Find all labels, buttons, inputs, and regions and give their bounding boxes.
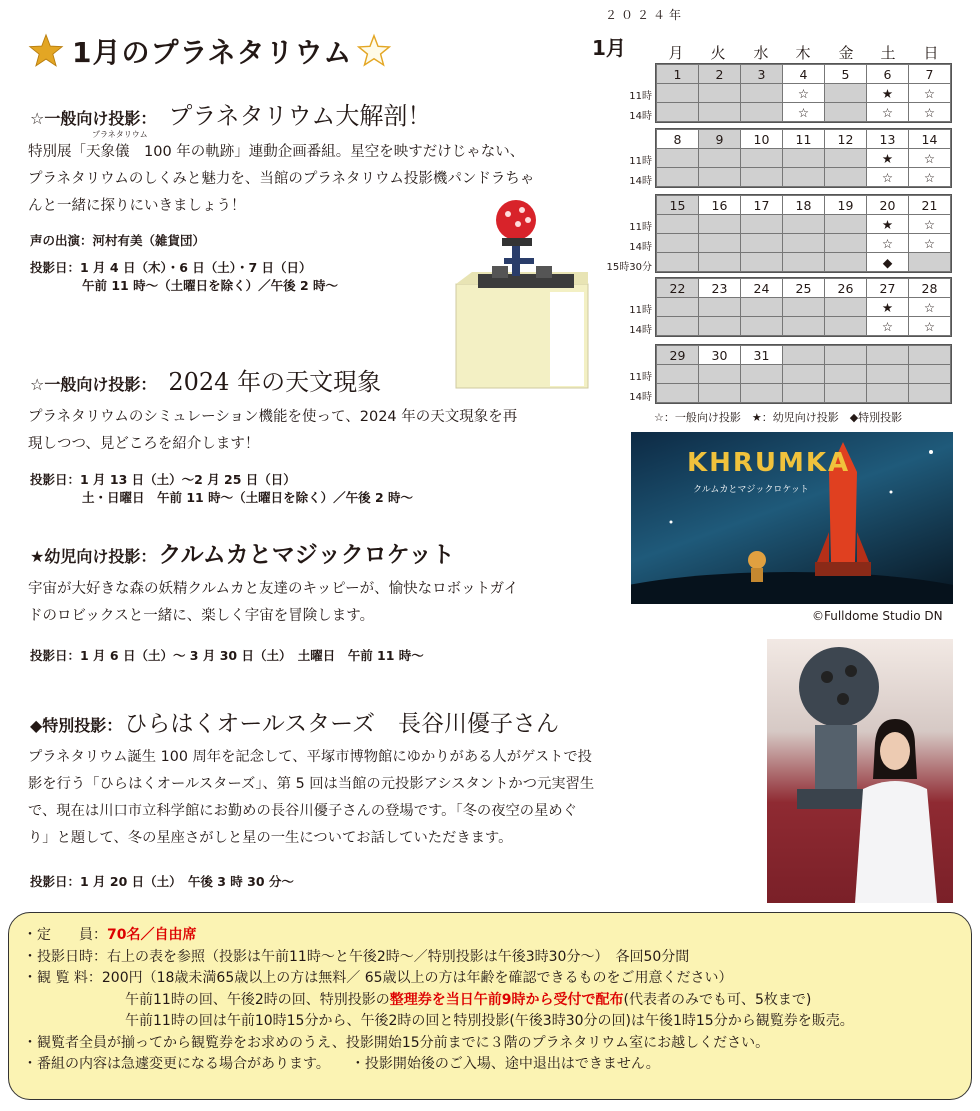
capacity-value: 70名／自由席 xyxy=(107,927,197,943)
section-2-label: ☆一般向け投影： xyxy=(30,375,157,394)
calendar-week xyxy=(655,194,952,273)
calendar-date-cell: 13 xyxy=(867,130,909,149)
weekday-sat: 土 xyxy=(880,44,896,62)
weekday-fri: 金 xyxy=(838,44,854,62)
calendar-date-cell: 7 xyxy=(909,65,951,84)
calendar-date-cell: 12 xyxy=(825,130,867,149)
calendar-slot-cell xyxy=(699,234,741,253)
calendar-slot-cell: ☆ xyxy=(909,84,951,103)
calendar-slot-cell: ☆ xyxy=(867,103,909,122)
calendar-slot-cell xyxy=(825,317,867,336)
calendar-slot-cell xyxy=(699,149,741,168)
weekday-sun: 日 xyxy=(923,44,939,62)
info-ticket xyxy=(23,990,957,1012)
time-row xyxy=(657,168,951,187)
calendar-slot-cell: ☆ xyxy=(909,317,951,336)
calendar-slot-cell xyxy=(783,215,825,234)
calendar-slot-cell xyxy=(867,365,909,384)
calendar-slot-cell xyxy=(699,317,741,336)
calendar-date-cell: 8 xyxy=(657,130,699,149)
calendar-slot-cell xyxy=(783,149,825,168)
dates-line: 土・日曜日 午前 11 時～（土曜日を除く）／午後 2 時～ xyxy=(82,490,414,505)
calendar-slot-cell xyxy=(657,149,699,168)
section-1-dates xyxy=(30,259,338,295)
calendar-slot-cell xyxy=(825,149,867,168)
calendar-week-table xyxy=(656,278,951,336)
calendar-date-cell: 25 xyxy=(783,279,825,298)
khrumka-poster-image xyxy=(631,432,953,604)
time-row xyxy=(657,253,951,272)
body-line: プラネタリウムのシミュレーション機能を使って、2024 年の天文現象を再 xyxy=(28,409,518,425)
calendar-date-cell: 29 xyxy=(657,346,699,365)
body-line: んと一緒に探りにいきましょう！ xyxy=(28,198,246,214)
guest-photo-scene xyxy=(767,639,953,903)
time-row xyxy=(657,365,951,384)
section-3-body xyxy=(28,576,608,630)
time-label: 14時 xyxy=(629,392,652,403)
section-2-name: 2024 年の天文現象 xyxy=(168,368,382,396)
calendar-date-cell xyxy=(909,346,951,365)
body-line: プラネタリウム誕生 100 周年を記念して、平塚市博物館にゆかりがある人がゲストで投 xyxy=(28,749,592,765)
calendar-date-cell: 23 xyxy=(699,279,741,298)
time-label: 11時 xyxy=(629,156,652,167)
calendar-date-cell: 27 xyxy=(867,279,909,298)
calendar-slot-cell xyxy=(825,365,867,384)
calendar-slot-cell xyxy=(699,168,741,187)
calendar-date-cell: 9 xyxy=(699,130,741,149)
calendar-slot-cell xyxy=(741,365,783,384)
calendar-slot-cell xyxy=(783,253,825,272)
calendar-slot-cell xyxy=(699,215,741,234)
calendar-date-cell: 21 xyxy=(909,196,951,215)
date-row xyxy=(657,279,951,298)
section-3-name: クルムカとマジックロケット xyxy=(158,542,455,568)
section-1-name: プラネタリウム大解剖！ xyxy=(168,102,432,130)
calendar-date-cell: 10 xyxy=(741,130,783,149)
projector-illustration xyxy=(448,192,600,390)
time-label: 15時30分 xyxy=(606,262,652,273)
calendar-date-cell: 26 xyxy=(825,279,867,298)
dates-line: 午前 11 時～（土曜日を除く）／午後 2 時～ xyxy=(82,278,339,293)
calendar-date-cell: 17 xyxy=(741,196,783,215)
calendar-slot-cell xyxy=(699,253,741,272)
calendar-slot-cell xyxy=(741,384,783,403)
calendar-slot-cell xyxy=(657,215,699,234)
calendar-week xyxy=(655,63,952,123)
calendar-slot-cell xyxy=(657,103,699,122)
calendar-date-cell: 15 xyxy=(657,196,699,215)
weekday-tue: 火 xyxy=(710,44,726,62)
body-line: 特別展「天象儀 100 年の軌跡」連動企画番組。星空を映すだけじゃない、 xyxy=(28,144,525,160)
ticket-post: (代表者のみでも可、5枚まで) xyxy=(623,991,812,1008)
calendar-date-cell: 22 xyxy=(657,279,699,298)
calendar-slot-cell xyxy=(825,84,867,103)
info-ticket-sale: 午前11時の回は午前10時15分から、午後2時の回と特別投影(午後3時30分の回)は午後1時15分から観覧券を販売。 xyxy=(125,1013,854,1029)
title-text: 1月のプラネタリウム xyxy=(72,36,353,69)
calendar-date-cell: 4 xyxy=(783,65,825,84)
calendar-slot-cell xyxy=(741,84,783,103)
body-line: 影を行う「ひらはくオールスターズ」、第 5 回は当館の元投影アシスタントかつ元実習生 xyxy=(28,776,595,792)
calendar-week xyxy=(655,344,952,404)
calendar-slot-cell xyxy=(783,298,825,317)
calendar-date-cell: 24 xyxy=(741,279,783,298)
calendar-date-cell: 31 xyxy=(741,346,783,365)
calendar-slot-cell xyxy=(825,253,867,272)
time-label: 14時 xyxy=(629,242,652,253)
calendar-slot-cell xyxy=(825,384,867,403)
calendar-slot-cell xyxy=(909,253,951,272)
dates-line: 投影日：1 月 4 日（木）・6 日（土）・7 日（日） xyxy=(30,260,312,275)
body-line: プラネタリウムのしくみと魅力を、当館のプラネタリウム投影機パンドラちゃ xyxy=(28,171,535,187)
time-label: 11時 xyxy=(629,372,652,383)
section-4-dates: 投影日：1 月 20 日（土） 午後 3 時 30 分～ xyxy=(30,874,294,889)
calendar-slot-cell xyxy=(657,384,699,403)
calendar-date-cell: 2 xyxy=(699,65,741,84)
calendar-week xyxy=(655,277,952,337)
time-row xyxy=(657,234,951,253)
time-row xyxy=(657,149,951,168)
info-note-2: ・番組の内容は急遽変更になる場合があります。 ・投影開始後のご入場、途中退出はできません。 xyxy=(23,1056,660,1072)
info-box xyxy=(8,912,972,1100)
time-row xyxy=(657,84,951,103)
calendar-slot-cell xyxy=(741,234,783,253)
calendar-slot-cell xyxy=(699,365,741,384)
calendar-slot-cell: ★ xyxy=(867,84,909,103)
calendar-slot-cell xyxy=(657,253,699,272)
section-4-name: ひらはくオールスターズ 長谷川優子さん xyxy=(124,711,560,737)
time-label: 11時 xyxy=(629,222,652,233)
image-credit: ©Fulldome Studio DN xyxy=(812,609,943,623)
calendar-slot-cell xyxy=(699,84,741,103)
section-4-label: ◆特別投影： xyxy=(30,716,123,735)
time-row xyxy=(657,384,951,403)
date-row xyxy=(657,130,951,149)
calendar-slot-cell xyxy=(825,298,867,317)
calendar-slot-cell xyxy=(657,234,699,253)
calendar-slot-cell xyxy=(741,253,783,272)
section-1-voice: 声の出演：河村有美（雑貨団） xyxy=(30,233,206,248)
calendar-date-cell xyxy=(825,346,867,365)
page-title xyxy=(28,30,392,72)
weekday-mon: 月 xyxy=(668,44,684,62)
calendar-slot-cell xyxy=(699,103,741,122)
calendar-date-cell: 14 xyxy=(909,130,951,149)
section-3-label: ★幼児向け投影： xyxy=(30,547,157,566)
calendar-slot-cell xyxy=(783,365,825,384)
calendar-slot-cell xyxy=(657,317,699,336)
weekday-thu: 木 xyxy=(795,44,811,62)
calendar-slot-cell xyxy=(909,384,951,403)
date-row xyxy=(657,65,951,84)
calendar-date-cell xyxy=(783,346,825,365)
calendar-week xyxy=(655,128,952,188)
dates-line: 投影日：1 月 13 日（土）～2 月 25 日（日） xyxy=(30,472,296,487)
calendar-slot-cell xyxy=(783,234,825,253)
time-label: 14時 xyxy=(629,176,652,187)
calendar-legend: ☆：一般向け投影 ★：幼児向け投影 ◆特別投影 xyxy=(654,411,903,424)
info-schedule: ・投影日時：右上の表を参照（投影は午前11時～と午後2時～／特別投影は午後3時30分～） 各回50分間 xyxy=(23,948,690,965)
outline-star-icon xyxy=(356,33,392,69)
time-row xyxy=(657,215,951,234)
capacity-label: ・定 員： xyxy=(23,927,107,943)
section-2-heading xyxy=(30,362,381,397)
calendar-slot-cell xyxy=(741,168,783,187)
time-row xyxy=(657,298,951,317)
time-row xyxy=(657,103,951,122)
calendar-slot-cell xyxy=(825,215,867,234)
ticket-pre: 午前11時の回、午後2時の回、特別投影の xyxy=(125,991,390,1008)
calendar-slot-cell: ☆ xyxy=(867,168,909,187)
calendar-date-cell: 20 xyxy=(867,196,909,215)
section-4-heading xyxy=(30,705,559,738)
calendar-slot-cell xyxy=(741,103,783,122)
calendar-week-table xyxy=(656,345,951,403)
time-row xyxy=(657,317,951,336)
calendar-slot-cell: ☆ xyxy=(783,84,825,103)
calendar-slot-cell xyxy=(741,298,783,317)
calendar-week-table xyxy=(656,195,951,272)
calendar-date-cell xyxy=(867,346,909,365)
calendar-date-cell: 28 xyxy=(909,279,951,298)
body-line: り」と題して、冬の星座さがしと星の一生についてお話していただきます。 xyxy=(28,830,513,846)
time-label: 11時 xyxy=(629,305,652,316)
calendar-slot-cell: ☆ xyxy=(909,168,951,187)
calendar-date-cell: 3 xyxy=(741,65,783,84)
info-fee: ・観 覧 料：200円（18歳未満65歳以上の方は無料／ 65歳以上の方は年齢を確認できるものをご用意ください） xyxy=(23,970,733,986)
calendar-date-cell: 1 xyxy=(657,65,699,84)
time-label: 11時 xyxy=(629,91,652,102)
weekday-wed: 水 xyxy=(753,44,769,62)
calendar-slot-cell xyxy=(699,298,741,317)
calendar-date-cell: 5 xyxy=(825,65,867,84)
calendar-slot-cell xyxy=(825,234,867,253)
section-2-body xyxy=(28,404,608,458)
section-1-heading xyxy=(30,96,431,131)
body-line: 現しつつ、見どころを紹介します！ xyxy=(28,436,260,452)
body-line: で、現在は川口市立科学館にお勤めの長谷川優子さんの登場です。「冬の夜空の星めぐ xyxy=(28,803,577,819)
guest-photo xyxy=(767,639,953,903)
date-row xyxy=(657,346,951,365)
info-capacity xyxy=(23,925,957,947)
calendar-slot-cell: ★ xyxy=(867,149,909,168)
calendar-slot-cell xyxy=(867,384,909,403)
calendar-slot-cell xyxy=(657,298,699,317)
calendar-date-cell: 6 xyxy=(867,65,909,84)
calendar-date-cell: 16 xyxy=(699,196,741,215)
calendar-slot-cell xyxy=(783,384,825,403)
section-2-dates xyxy=(30,471,413,507)
khrumka-subtitle: クルムカとマジックロケット xyxy=(693,485,809,495)
calendar-slot-cell xyxy=(909,365,951,384)
date-row xyxy=(657,196,951,215)
calendar-slot-cell xyxy=(825,168,867,187)
calendar-slot-cell xyxy=(741,149,783,168)
section-1-label: ☆一般向け投影： xyxy=(30,109,157,128)
khrumka-logo: KHRUMKA xyxy=(687,448,851,478)
calendar-date-cell: 11 xyxy=(783,130,825,149)
calendar-slot-cell: ☆ xyxy=(783,103,825,122)
calendar-slot-cell: ◆ xyxy=(867,253,909,272)
time-label: 14時 xyxy=(629,325,652,336)
calendar-slot-cell xyxy=(699,384,741,403)
calendar-slot-cell xyxy=(657,84,699,103)
calendar-slot-cell: ☆ xyxy=(909,103,951,122)
calendar-slot-cell: ☆ xyxy=(909,298,951,317)
calendar-slot-cell: ☆ xyxy=(867,234,909,253)
calendar-slot-cell xyxy=(657,168,699,187)
section-3-heading xyxy=(30,536,455,569)
calendar-week-table xyxy=(656,64,951,122)
ticket-highlight: 整理券を当日午前9時から受付で配布 xyxy=(389,991,624,1008)
calendar-slot-cell xyxy=(741,215,783,234)
calendar-slot-cell xyxy=(825,103,867,122)
calendar-slot-cell: ★ xyxy=(867,215,909,234)
body-line: 宇宙が大好きな森の妖精クルムカと友達のキッピーが、愉快なロボットガイ xyxy=(28,581,519,597)
calendar-slot-cell: ☆ xyxy=(867,317,909,336)
gold-star-icon xyxy=(28,33,64,69)
section-4-body xyxy=(28,744,768,852)
calendar-date-cell: 30 xyxy=(699,346,741,365)
calendar-slot-cell: ☆ xyxy=(909,215,951,234)
calendar-slot-cell xyxy=(783,317,825,336)
calendar-slot-cell: ☆ xyxy=(909,149,951,168)
calendar-year: ２０２４年 xyxy=(605,8,686,22)
calendar-slot-cell xyxy=(657,365,699,384)
calendar-date-cell: 18 xyxy=(783,196,825,215)
info-note-1: ・観覧者全員が揃ってから観覧券をお求めのうえ、投影開始15分前までに３階のプラネタリウム室にお越しください。 xyxy=(23,1034,770,1051)
calendar-week-table xyxy=(656,129,951,187)
calendar-slot-cell xyxy=(783,168,825,187)
calendar-month: 1月 xyxy=(592,36,626,60)
calendar-slot-cell xyxy=(741,317,783,336)
calendar-slot-cell: ☆ xyxy=(909,234,951,253)
time-label: 14時 xyxy=(629,111,652,122)
section-3-dates: 投影日：1 月 6 日（土）～ 3 月 30 日（土） 土曜日 午前 11 時～ xyxy=(30,648,424,663)
ruby-text: プラネタリウム xyxy=(92,130,148,139)
calendar-slot-cell: ★ xyxy=(867,298,909,317)
calendar-date-cell: 19 xyxy=(825,196,867,215)
body-line: ドのロビックスと一緒に、楽しく宇宙を冒険します。 xyxy=(28,608,375,624)
